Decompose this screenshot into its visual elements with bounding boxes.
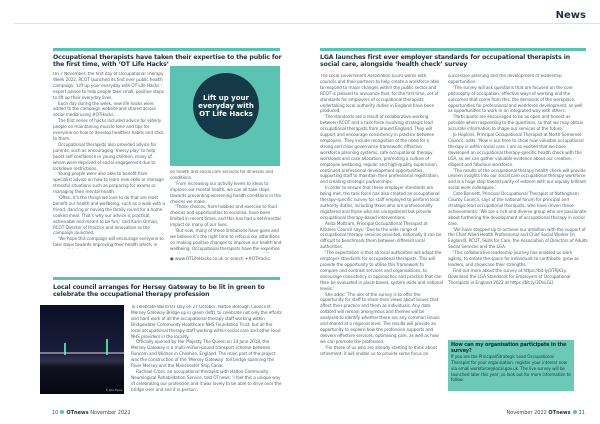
twitter-icon: ✦ bbox=[244, 257, 249, 262]
info-box bbox=[448, 340, 574, 391]
paragraph: ‘Often, it’s the things we love to do that are most benefit our health and wellbeing, such as a walk with a friend, dancing or having the family round for a home cooked meal. That’s why our advice is practical, achievable and meant to be fun,’ said Karin Orman, RCOT Director of Practice and Innovation as the campaign launched. bbox=[53, 196, 165, 237]
article3-title: LGA launches first ever employer standards for occupational therapists in social care, alongside ‘health check’ survey bbox=[320, 54, 571, 69]
paragraph: Officially opened by Her Majesty The Queen on 14 June 2018, the Mersey Gateway is a multi-million-pound transport scheme between Runcorn and Widnes in Cheshire, England. The main part of the project was the construction of the ‘Mersey Gateway’ toll bridge spanning the River Mersey and the Manchester Ship Canal. bbox=[131, 340, 276, 370]
section-title: News bbox=[555, 10, 586, 21]
footer-right bbox=[506, 410, 585, 416]
header-rule bbox=[14, 23, 600, 24]
paragraph: The first series of hacks included advice for elderly people on maintaining muscle tone and tips for everyone on how to develop healthier habits and stick to them. bbox=[53, 119, 164, 142]
bridge-photo bbox=[40, 305, 124, 394]
article-accent-bar bbox=[320, 48, 586, 51]
globe-icon: ● bbox=[170, 257, 174, 262]
dot-icon bbox=[60, 410, 64, 414]
info-box-title: How can my organisation participate in the survey? bbox=[451, 342, 567, 354]
paragraph: Young people were also able to benefit from specialist advice on how to learn new skills or manage stressful situations such as preparing for exams or managing their mental health. bbox=[53, 172, 164, 196]
paragraph: The standards are a result of collaborative working between RCOT and a task force involving strategic lead occupational therapists from around England. They will support and encourage consistency in practice between employers. They include recognition of the need for a strong and clear governance framework, effective workforce planning systems, safe occupational therapy workloads and case allocation, promoting a culture of employee wellbeing, regular and high-quality supervision, continued professional development opportunities, supporting staff to maintain their professional registration, and creating strategic partnerships. bbox=[320, 115, 439, 186]
promo-image bbox=[170, 66, 280, 166]
paragraph: Anita Mottram, Principal Occupational Therapist at Kirklees Council says: ‘Due to the wide range of occupational therapy services provided, nationally it can be difficult to benchmark them between different local authorities. bbox=[320, 221, 442, 251]
bridge-deck bbox=[40, 352, 124, 354]
dot-icon bbox=[573, 410, 577, 414]
hashtag[interactable]: #OTHacks. bbox=[248, 257, 271, 262]
article1-title: Occupational therapists have taken their expertise to the public for the first time, with ‘OT Life Hacks’ bbox=[53, 54, 282, 69]
paragraph: In order to ensure that these employer standards are being met, the task force has also created an occupational therapy-specific survey for staff employed to perform local authority duties, including those who are professionally registered and those who are unregistered but provide occupational therapy-based interventions. bbox=[320, 186, 440, 221]
paragraph: ‘The results of the occupational therapy health check will provide unseen insights into our social care occupational therapy workforce and is a huge step toward parity of esteem with our equally brilliant social work colleagues.’ bbox=[448, 168, 586, 192]
magazine-name: OTnews bbox=[66, 410, 89, 416]
paragraph: Each day during the week, new life hacks were added to the campaign website and shared across social media using #OTHacks. bbox=[53, 101, 156, 119]
paragraph: Rachael Cross, an occupational therapist with Halton Community Neurological Rehabilitation Service, told OTnews: ‘I feel this a unique way of celebrating our profession and it was lovely to be able to drive over the bridge over and see it in person’. bbox=[131, 369, 282, 393]
article-accent-bar bbox=[53, 48, 280, 51]
photo-credit: © John Eyres bbox=[105, 389, 122, 392]
campaign-link[interactable]: www.OTLifeHacks.co.uk or search bbox=[174, 257, 244, 262]
paragraph: ‘This collaborative leadership journey has enabled us work agilely, to create the space for individuals to contribute, grow as leaders, and showcase their strengths.’ bbox=[448, 251, 579, 268]
paragraph: on health and social care services for illnesses and conditions. bbox=[170, 170, 274, 181]
article-accent-bar bbox=[53, 277, 280, 280]
paragraph: ‘For those of us who are already starting to think about retirement, it will enable us to provide some focus on bbox=[320, 345, 437, 357]
paragraph: ‘We have stepped up to achieve our ambition with the support of the Chief Allied Health Professional and Chief Social Worker [in England], RCOT, Skills for Care, the Association of Directors of Adults Social Services and the LGA. bbox=[448, 227, 588, 251]
article3-column-1 bbox=[320, 74, 443, 404]
paragraph: On 7 November, the first day of Occupational Therapy Week 2022, RCOT launched its first ever public health campaign, ‘Lift up your everyday with OT Life Hacks’: expert advice to help people take small, positive steps to lift up their everyday lives. bbox=[53, 72, 164, 101]
footer-left bbox=[52, 410, 131, 416]
paragraph: succession planning and the development of leadership opportunities. bbox=[448, 74, 562, 85]
paragraph: Jo Hopkins, Principal Occupational Therapist at North Somerset Council, adds: ‘Now is our time to show how valuable occupational therapy is within social care. I am so excited that we have developed an occupational therapy-specific health check with the LGA, so we can gather valuable evidence about our creative, diligent and fabulous workforce. bbox=[448, 133, 584, 168]
article1-link-line bbox=[170, 257, 285, 263]
paragraph: Find out more about the survey at https://bit.ly/3TRjK1y. Download the LGA Standards for Employers of Occupational Therapists in England 2022 at https://bit.ly/3DnLGLl. bbox=[448, 268, 571, 286]
issue-date: November 2022 bbox=[506, 410, 547, 416]
paragraph: Occupational therapists also provided advice for parents, such as encouraging ‘messy play’ to help boost self confidence in young children, many of whom were deprived of social engagement due to lockdown restrictions. bbox=[53, 142, 157, 172]
paragraph: ‘The expectation is that all local authorities will adopt the employer standards for occupational therapists. This will provide the opportunity to utilise this framework to compare and contrast services and organisations, to encourage consistency in approaches and practice that can then be evaluated in place-based, system-wide and national levels.’ bbox=[320, 251, 443, 292]
article1-column-1 bbox=[53, 72, 165, 249]
article1-column-2 bbox=[170, 170, 282, 253]
article3-column-2 bbox=[448, 74, 588, 334]
promo-badge: Lift up your everyday with OT Life Hacks bbox=[193, 73, 259, 139]
paragraph: ‘Those choices, from hobbies and exercise to food choices and opportunities to socialise, have been limited in recent times, and this has had a detrimental impact on many of our lives. bbox=[170, 205, 281, 229]
paragraph: ‘But now, many of these limitations have gone and we believe it’s the right time to refocus our attentions on making positive changes to improve our health and wellbeing. Occupational therapists have the expertise bbox=[170, 229, 282, 252]
paragraph: ‘We hope this campaign will encourage everyone to take steps towards improving their health which, in bbox=[53, 237, 164, 249]
info-box-body: If you are the Principal/Strategic Lead Occupational Therapist for your organisation, register your interest now via email workforce@local.gov.uk. The live survey will be launched later this year, so look out for more information to follow. bbox=[451, 354, 571, 383]
paragraph: To celebrate World OT Day on 27 October, Halton Borough Council lit Mersey Gateway Bridge up in green (left), to celebrate not only the efforts and hard work of all the occupational therapy staff working within Bridgewater Community Healthcare NHS Foundation Trust, but all the local occupational therapy staff working within social care and other local NHS providers in the locality. bbox=[131, 305, 282, 340]
paragraph: ‘From increasing our activity levels to ideas to improve our mental health, we can all take steps towards preventing worsening health conditions in the choices we make. bbox=[170, 181, 281, 205]
paragraph: She adds: ‘The aim of the survey is to offer the opportunity for staff to share their views about issues that affect their practice and them as individuals. Any data collated will remain anonymous and themes will be analysed to identify whether there are any common issues and shared at a regional level. The results will provide an opportunity to explore how the profession supports and delivers effective services, optimising care, as well as how we can promote the profession. bbox=[320, 292, 440, 345]
paragraph: Cate Bennett, Principal Occupational Therapist at Nottingham County Council, says of the national forum for principal and strategic lead occupational therapists, who have driven these achievements: ‘We are a rich and diverse group who are passionate about furthering the development of occupational therapy in social care. bbox=[448, 192, 587, 227]
paragraph: ‘Participants are encouraged to be as open and honest as possible when responding to the questions, so that we may obtain accurate information to shape our services of the future.’ bbox=[448, 115, 584, 133]
magazine-name: OTnews bbox=[548, 410, 571, 416]
article2-body bbox=[131, 305, 283, 405]
paragraph: ‘The survey will ask questions that are focused on the core philosophy of occupation, effective ways of working and the outcomes that come from this, the demands of the workplace, opportunities for professional and workforce development, as well as opportunities to work in an integrated way with others. bbox=[448, 85, 583, 115]
issue-date: November 2022 bbox=[90, 410, 131, 416]
page-number: 10 bbox=[52, 410, 59, 416]
page-number: 11 bbox=[578, 410, 585, 416]
article2-title: Local council arranges for Hersey Gateway to be lit in green to celebrate the occupational therapy profession bbox=[53, 284, 265, 299]
paragraph: The Local Government Association (LGA) works with councils and their partners to help create a workforce able to respond to major changes within the public sector and RCOT is pleased to announce that, for the first time, set of standards for employers of occupational therapists undertaking local authority duties in England have been produced. bbox=[320, 74, 440, 115]
